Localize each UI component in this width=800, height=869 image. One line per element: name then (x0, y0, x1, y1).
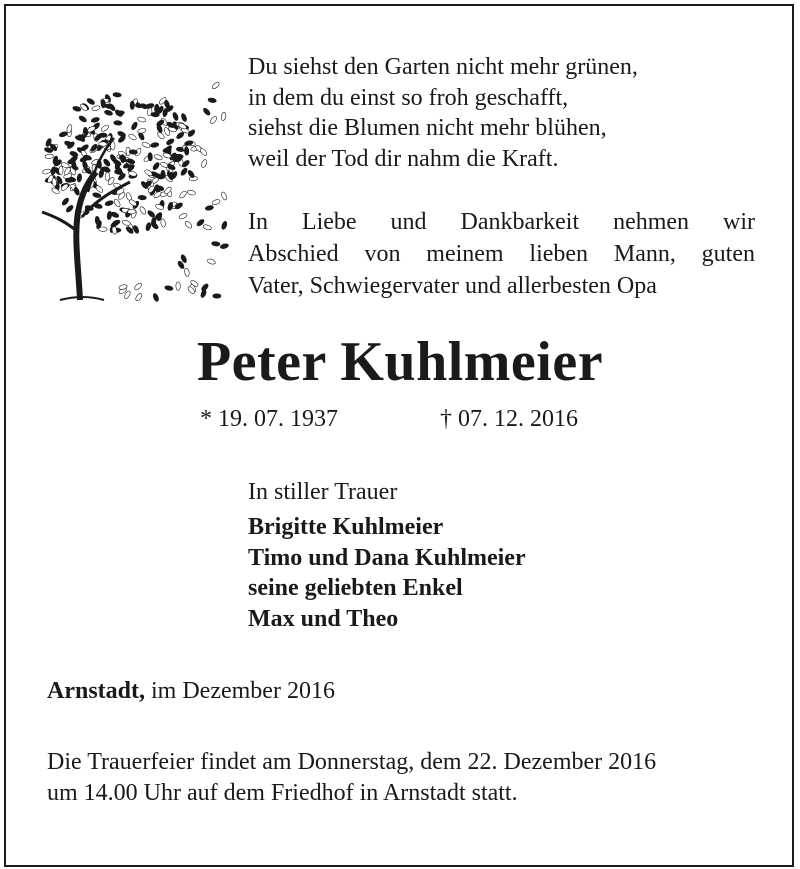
intro-line: In Liebe und Dankbarkeit nehmen wir (248, 209, 755, 235)
mourning-intro: In stiller Trauer (248, 479, 398, 505)
mourner-line: Max und Theo (248, 605, 399, 632)
mourner-line: Timo und Dana Kuhlmeier (248, 544, 526, 571)
intro-line: Abschied von meinem lieben Mann, guten (248, 241, 755, 267)
intro-paragraph (248, 206, 755, 302)
mourner-line: seine geliebten Enkel (248, 575, 463, 601)
deceased-name: Peter Kuhlmeier (196, 331, 604, 393)
intro-line: Vater, Schwiegervater und allerbesten Opa (248, 273, 657, 299)
poem-line: siehst die Blumen nicht mehr blühen, (248, 115, 607, 141)
poem-line: weil der Tod dir nahm die Kraft. (248, 145, 559, 172)
funeral-service-info (47, 747, 656, 808)
birth-date: * 19. 07. 1937 (200, 406, 338, 432)
service-line: um 14.00 Uhr auf dem Friedhof in Arnstadt statt. (47, 779, 518, 806)
place-city: Arnstadt, (47, 678, 146, 704)
mourner-line: Brigitte Kuhlmeier (248, 514, 444, 540)
place-date-line (47, 676, 335, 706)
wind-blown-tree-icon (30, 52, 230, 307)
service-line: Die Trauerfeier findet am Donnerstag, dem 22. Dezember 2016 (47, 749, 657, 775)
mourners-list (248, 512, 526, 634)
poem-line: in dem du einst so froh geschafft, (248, 84, 569, 111)
place-date: im Dezember 2016 (151, 678, 335, 704)
death-date: † 07. 12. 2016 (440, 406, 578, 432)
poem-line: Du siehst den Garten nicht mehr grünen, (248, 54, 638, 80)
poem-verse (248, 52, 638, 174)
